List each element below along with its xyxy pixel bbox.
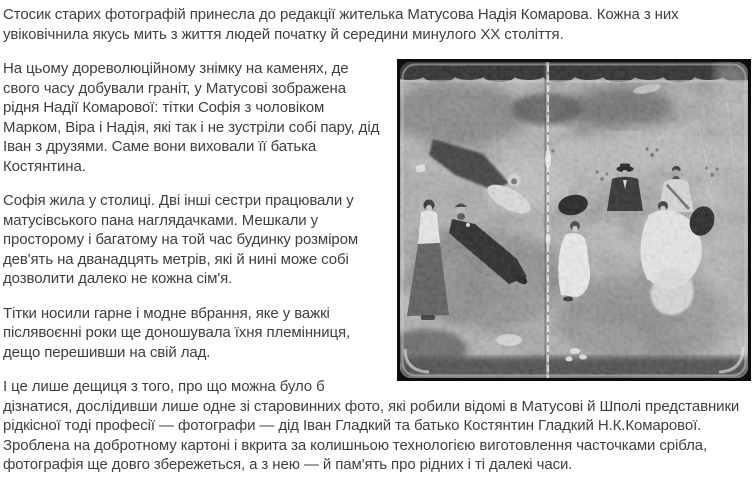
paragraph-intro: Стосик старих фотографій принесла до редакції жителька Матусова Надія Комарова. Кожна з них увіковічнила якусь мить з життя людей початку й середини минулого XX століття. <box>3 6 679 43</box>
old-family-photograph <box>397 59 751 381</box>
paragraph-clothing: Тітки носили гарне і модне вбрання, яке у важкі післявоєнні роки ще доношувала їхня племінниця, дещо перешивши на свій лад. <box>3 304 351 361</box>
paragraph-photo-description: На цьому дореволюційному знімку на каменях, де свого часу добували граніт, у Матусові зображена рідня Надії Комарової: тітки Софія з чоловіком Марком, Віра і Надія, які так і не зустріли собі пару, дід Іван з друзями. Саме вони виховали її батька Костянтина. <box>3 60 380 175</box>
paragraph-sofia-and-sisters: Софія жила у столиці. Дві інші сестри працювали у матусівського пана наглядачками. Мешкали у просторому і багатому на той час будинку розміром дев'ять на дванадцять метрів, які й нині може собі дозволити далеко не кожна сім'я. <box>3 192 359 287</box>
photo-image <box>397 59 751 381</box>
paragraph-conclusion: І це лише дещиця з того, про що можна було б дізнатися, дослідивши лише одне зі старовинних фото, які робили відомі в Матусові й Шполі представники рідкісної тоді професії — фотографи — дід Іван Гладкий та батько Костянтин Гладкий Н.К.Комарової. Зроблена на добротному картоні і вкрита за колишньою технологією виготовлення часточками срібла, фотографія ще довго збережеться, а з нею — й пам'ять про рідних і ті далекі часи. <box>3 378 740 473</box>
